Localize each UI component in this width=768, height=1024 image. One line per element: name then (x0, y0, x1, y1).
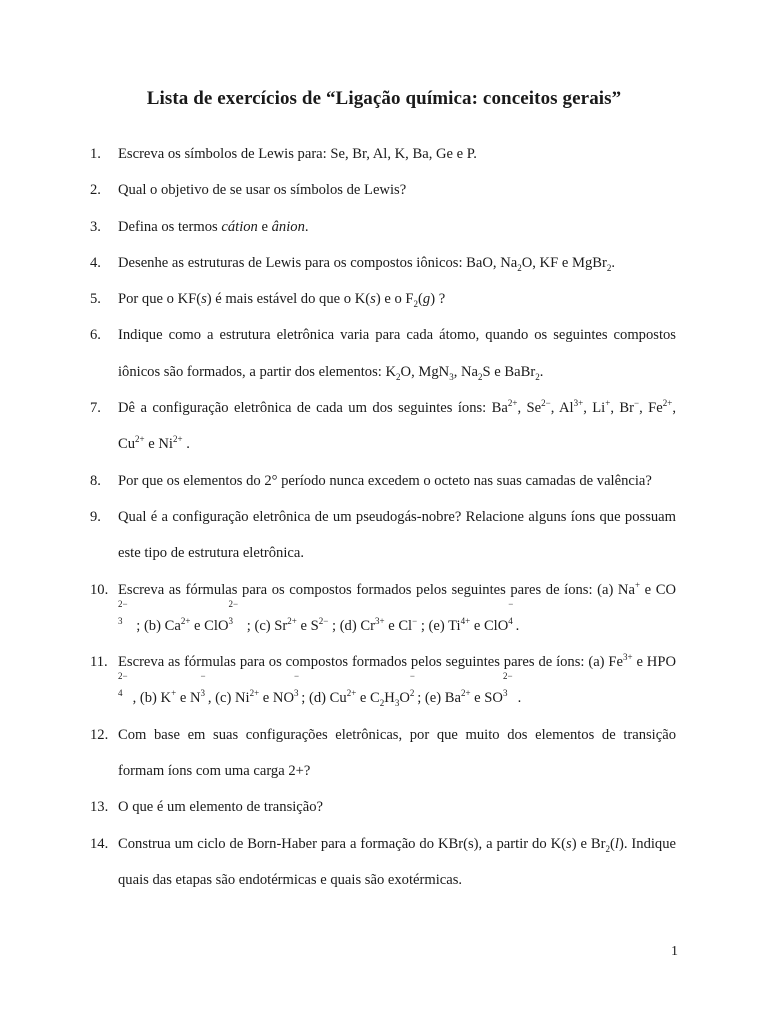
list-item (90, 717, 676, 790)
item-number: 8. (90, 472, 101, 489)
page-number: 1 (671, 944, 678, 959)
item-text: Por que o KF(s) é mais estável do que o K(s) e o $F_2(g)$ ? (118, 291, 446, 310)
item-number: 7. (90, 400, 101, 417)
list-item (90, 826, 676, 899)
item-text: Construa um ciclo de Born-Haber para a formação do KBr(s), a partir do K(s) e $Br_2(l)$. Indique quais das etapas são endotérmicas e quais são exotérmicas. (118, 835, 676, 888)
item-number: 1. (90, 146, 101, 162)
list-item (90, 499, 676, 572)
item-text: Escreva as fórmulas para os compostos formados pelos seguintes pares de íons: (a) $Fe^{3+}$ e HPO 2− 4 , (b) K+ e N − 3 , (c) $Ni^{2+}$ e NO − 3 ; (d) $Cu^{2+}$ e $C_2H_3O$ − 2 ; (e) $Ba^{2+}$ e SO 2− 3 . (118, 652, 676, 709)
item-text: Indique como a estrutura eletrônica varia para cada átomo, quando os seguintes compostos iônicos são formados, a partir dos elementos: $K_2O$, MgN$_3$, $Na_2S$ e BaBr$_2$. (118, 327, 676, 382)
item-number: 4. (90, 254, 101, 271)
item-text: Qual é a configuração eletrônica de um pseudogás-nobre? Relacione alguns íons que possuam este tipo de estrutura eletrônica. (118, 508, 676, 562)
item-text: Desenhe as estruturas de Lewis para os compostos iônicos: BaO, $Na_2O$, KF e MgBr$_2$. (118, 254, 616, 273)
item-text: Escreva as fórmulas para os compostos formados pelos seguintes pares de íons: (a) Na+ e CO 2− 3 ; (b) $Ca^{2+}$ e ClO 2− 3 ; (c) $Sr^{2+}$ e $S^{2-}$ ; (d) $Cr^{3+}$ e Cl− ; (e) $Ti^{4+}$ e ClO − 4 . (118, 579, 676, 634)
item-number: 3. (90, 218, 101, 235)
list-item (90, 644, 676, 717)
item-text: Defina os termos cátion e ânion. (118, 218, 309, 235)
item-text: Com base em suas configurações eletrônicas, por que muito dos elementos de transição formam íons com uma carga 2+? (118, 726, 676, 780)
item-number: 10. (90, 581, 109, 598)
item-number: 11. (90, 654, 108, 671)
list-item (90, 209, 676, 245)
exercise-list (90, 136, 676, 898)
item-text: O que é um elemento de transição? (118, 799, 324, 816)
item-number: 9. (90, 508, 101, 525)
item-number: 14. (90, 835, 109, 852)
list-item (90, 136, 676, 172)
item-number: 5. (90, 291, 101, 308)
item-text: Qual o objetivo de se usar os símbolos de Lewis? (118, 182, 407, 199)
list-item (90, 317, 676, 390)
list-item (90, 463, 676, 499)
document-title: Lista de exercícios de “Ligação química: conceitos gerais” (146, 88, 622, 109)
item-number: 6. (90, 327, 101, 344)
list-item (90, 281, 676, 317)
item-number: 13. (90, 799, 109, 816)
list-item (90, 390, 676, 463)
list-item (90, 572, 676, 645)
item-text: Escreva os símbolos de Lewis para: Se, Br, Al, K, Ba, Ge e P. (118, 146, 477, 162)
item-text: Dê a configuração eletrônica de cada um dos seguintes íons: $Ba^{2+}$, $Se^{2-}$, $Al^{3+}$, Li+, Br−, $Fe^{2+}$, $Cu^{2+}$ e $Ni^{2+}$ . (118, 398, 677, 453)
item-number: 12. (90, 726, 109, 743)
list-item (90, 172, 676, 208)
item-text: Por que os elementos do 2° período nunca excedem o octeto nas suas camadas de valência? (118, 472, 652, 489)
list-item (90, 245, 676, 281)
list-item (90, 789, 676, 825)
item-number: 2. (90, 182, 101, 199)
